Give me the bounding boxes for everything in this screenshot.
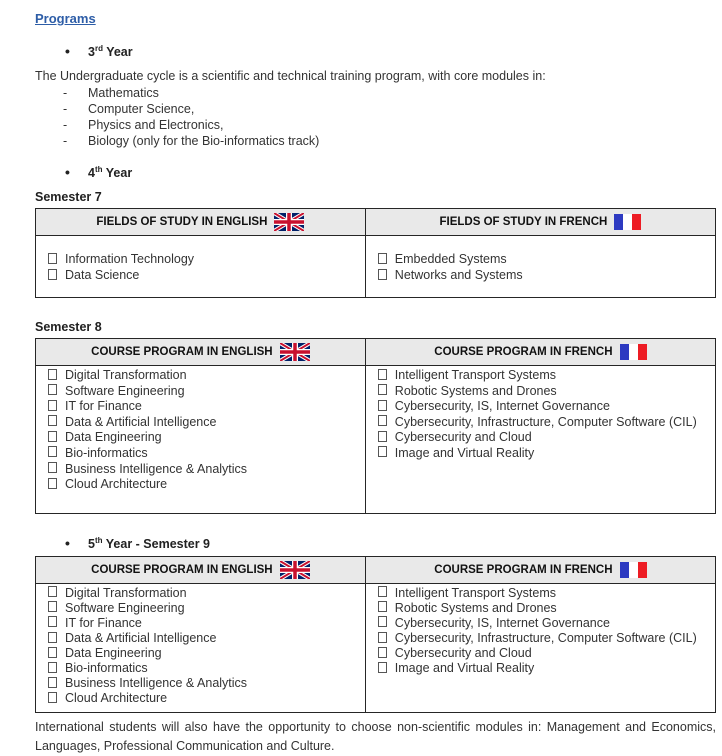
course-label: Image and Virtual Reality (394, 445, 535, 460)
empty-checkbox-icon (378, 415, 387, 426)
year4-heading (35, 166, 716, 181)
year5-heading (35, 537, 716, 553)
course-item (44, 384, 359, 400)
course-item (374, 399, 709, 415)
empty-checkbox-icon (378, 269, 387, 280)
french-fields-cell (365, 236, 715, 298)
header-english-cell (36, 209, 366, 236)
empty-checkbox-icon (48, 384, 57, 395)
france-flag-icon (620, 562, 647, 578)
empty-checkbox-icon (48, 632, 57, 643)
header-french-label: COURSE PROGRAM IN FRENCH (434, 346, 613, 358)
course-label: Software Engineering (65, 383, 185, 398)
course-item (374, 415, 709, 431)
uk-flag-icon (280, 561, 310, 579)
course-item (44, 399, 359, 415)
course-label: Data Engineering (65, 646, 162, 661)
empty-checkbox-icon (48, 431, 57, 442)
module-label: Biology (only for the Bio-informatics track) (88, 134, 320, 148)
course-item (44, 446, 359, 462)
empty-checkbox-icon (48, 369, 57, 380)
year3-heading (35, 45, 716, 60)
empty-checkbox-icon (48, 253, 57, 264)
programs-heading-link[interactable]: Programs (35, 11, 96, 26)
empty-checkbox-icon (48, 269, 57, 280)
course-item (44, 691, 359, 706)
undergraduate-intro-text: The Undergraduate cycle is a scientific and technical training program, with core modules in: (35, 69, 546, 83)
header-english-cell (36, 339, 366, 366)
field-label: Data Science (65, 268, 140, 282)
field-label: Embedded Systems (394, 252, 507, 266)
header-french-label: FIELDS OF STUDY IN FRENCH (439, 216, 608, 228)
course-item (44, 368, 359, 384)
empty-checkbox-icon (378, 586, 387, 597)
course-item (44, 430, 359, 446)
year4-ordinal: th (94, 164, 103, 174)
empty-checkbox-icon (48, 446, 57, 457)
course-label: IT for Finance (65, 615, 142, 630)
course-item (44, 415, 359, 431)
course-label: Bio-informatics (65, 661, 148, 676)
course-label: Cybersecurity and Cloud (394, 430, 532, 445)
year3-label: Year (102, 45, 133, 59)
year5-number: 5 (88, 536, 95, 551)
course-label: Business Intelligence & Analytics (65, 676, 248, 691)
header-french-cell (365, 339, 715, 366)
empty-checkbox-icon (48, 601, 57, 612)
course-item (374, 430, 709, 446)
empty-checkbox-icon (378, 632, 387, 643)
course-label: Data & Artificial Intelligence (65, 414, 217, 429)
semester9-table (35, 556, 716, 713)
course-item (374, 368, 709, 384)
course-item (374, 446, 709, 462)
empty-checkbox-icon (48, 616, 57, 627)
empty-checkbox-icon (378, 384, 387, 395)
empty-checkbox-icon (48, 647, 57, 658)
year4-number: 4 (88, 166, 95, 180)
course-item (44, 646, 359, 661)
course-label: Bio-informatics (65, 445, 148, 460)
course-label: Image and Virtual Reality (394, 661, 535, 676)
module-label: Physics and Electronics, (88, 118, 224, 132)
table-header-row (36, 556, 716, 583)
header-english-label: COURSE PROGRAM IN ENGLISH (91, 563, 273, 576)
course-label: Digital Transformation (65, 368, 187, 382)
core-modules-list (35, 85, 716, 149)
empty-checkbox-icon (48, 478, 57, 489)
year4-label: Year (102, 166, 133, 180)
course-label: Intelligent Transport Systems (394, 368, 556, 382)
year5-ordinal: th (94, 535, 103, 545)
list-item (35, 117, 716, 133)
course-label: Robotic Systems and Drones (394, 383, 557, 398)
table-header-row (36, 339, 716, 366)
uk-flag-icon (274, 213, 304, 231)
course-item (374, 661, 709, 676)
english-courses-cell (36, 583, 366, 712)
empty-checkbox-icon (48, 586, 57, 597)
course-label: Cybersecurity, Infrastructure, Computer Software (CIL) (394, 414, 697, 429)
list-item (35, 101, 716, 117)
course-label: Software Engineering (65, 600, 185, 615)
header-french-label: COURSE PROGRAM IN FRENCH (434, 563, 613, 576)
course-item (374, 384, 709, 400)
empty-checkbox-icon (378, 662, 387, 673)
english-fields-cell (36, 236, 366, 298)
course-item (374, 586, 709, 601)
empty-checkbox-icon (378, 446, 387, 457)
course-item (374, 616, 709, 631)
table-header-row (36, 209, 716, 236)
empty-checkbox-icon (48, 415, 57, 426)
table-body-row (36, 236, 716, 298)
course-item (374, 646, 709, 661)
empty-checkbox-icon (378, 400, 387, 411)
france-flag-icon (620, 344, 647, 360)
semester8-label: Semester 8 (35, 320, 102, 334)
header-english-label: FIELDS OF STUDY IN ENGLISH (96, 216, 268, 228)
course-label: Intelligent Transport Systems (394, 585, 556, 600)
course-label: Cloud Architecture (65, 477, 168, 492)
course-item (374, 631, 709, 646)
course-label: Cybersecurity, IS, Internet Governance (394, 399, 610, 414)
course-label: Digital Transformation (65, 585, 187, 600)
course-label: Cybersecurity, IS, Internet Governance (394, 615, 610, 630)
empty-checkbox-icon (378, 601, 387, 612)
year3-number: 3 (88, 45, 95, 59)
course-label: Cloud Architecture (65, 691, 168, 706)
course-item (44, 462, 359, 478)
course-item (44, 616, 359, 631)
empty-checkbox-icon (378, 647, 387, 658)
list-item (35, 133, 716, 149)
field-item (374, 267, 709, 283)
course-label: Data Engineering (65, 430, 162, 445)
semester7-label: Semester 7 (35, 190, 102, 204)
header-french-cell (365, 556, 715, 583)
empty-checkbox-icon (378, 369, 387, 380)
course-label: Cybersecurity, Infrastructure, Computer Software (CIL) (394, 631, 697, 646)
header-english-cell (36, 556, 366, 583)
empty-checkbox-icon (378, 616, 387, 627)
table-body-row (36, 583, 716, 712)
semester7-table (35, 208, 716, 298)
course-item (44, 631, 359, 646)
course-label: Cybersecurity and Cloud (394, 646, 532, 661)
field-item (374, 251, 709, 267)
french-courses-cell (365, 583, 715, 712)
course-item (44, 661, 359, 676)
empty-checkbox-icon (48, 462, 57, 473)
year3-ordinal: rd (94, 43, 103, 53)
course-item (44, 601, 359, 616)
module-label: Computer Science, (88, 102, 195, 116)
table-body-row (36, 366, 716, 514)
header-english-label: COURSE PROGRAM IN ENGLISH (91, 346, 273, 358)
course-label: Robotic Systems and Drones (394, 600, 557, 615)
course-item (44, 477, 359, 493)
semester8-table (35, 338, 716, 514)
field-item (44, 251, 359, 267)
empty-checkbox-icon (48, 677, 57, 688)
field-label: Networks and Systems (394, 268, 523, 282)
international-students-note: International students will also have the opportunity to choose non-scientific modules in: Management and Economics, Languages, Professional Communication and Culture. (35, 719, 716, 753)
english-courses-cell (36, 366, 366, 514)
empty-checkbox-icon (48, 662, 57, 673)
course-item (44, 676, 359, 691)
field-label: Information Technology (65, 252, 195, 266)
course-item (44, 586, 359, 601)
list-item (35, 85, 716, 101)
empty-checkbox-icon (378, 431, 387, 442)
empty-checkbox-icon (48, 692, 57, 703)
empty-checkbox-icon (48, 400, 57, 411)
course-label: Business Intelligence & Analytics (65, 461, 248, 476)
field-item (44, 267, 359, 283)
uk-flag-icon (280, 343, 310, 361)
course-label: IT for Finance (65, 399, 142, 414)
course-item (374, 601, 709, 616)
header-french-cell (365, 209, 715, 236)
module-label: Mathematics (88, 86, 159, 100)
french-courses-cell (365, 366, 715, 514)
course-label: Data & Artificial Intelligence (65, 631, 217, 646)
empty-checkbox-icon (378, 253, 387, 264)
year5-label: Year - Semester 9 (102, 536, 210, 551)
france-flag-icon (614, 214, 641, 230)
